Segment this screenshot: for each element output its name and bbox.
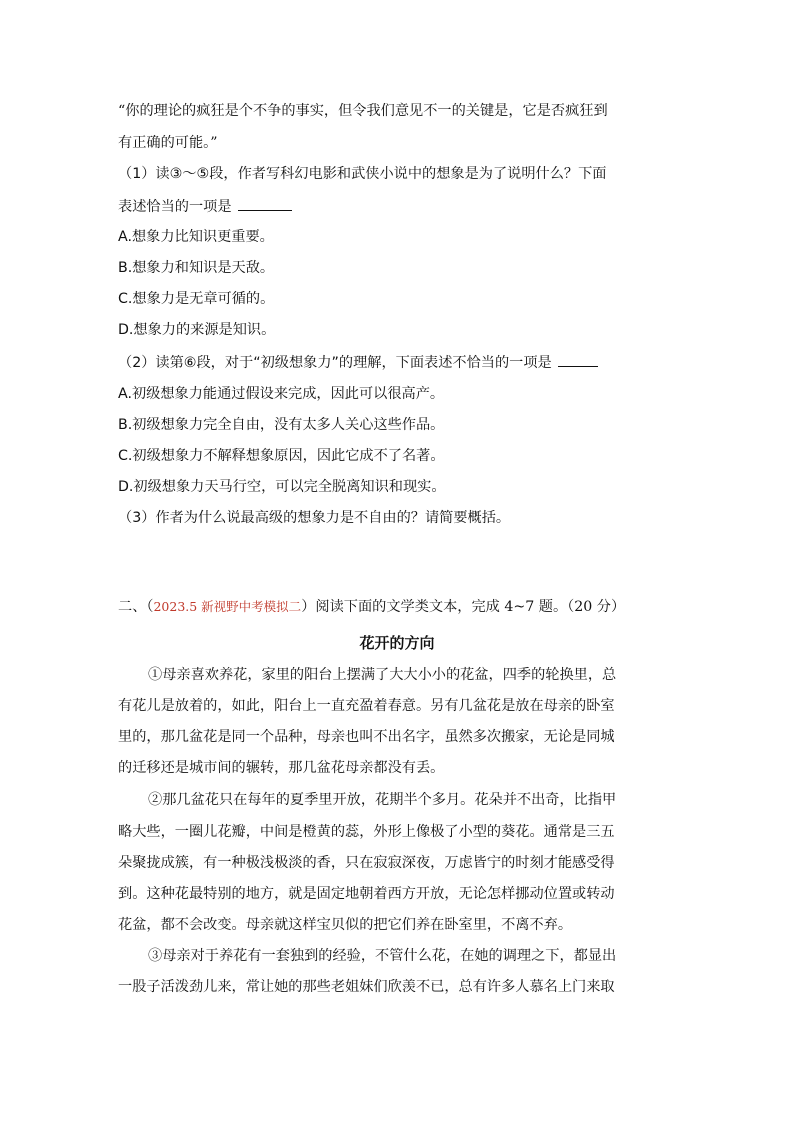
section-2-heading <box>118 597 678 617</box>
article-line: 有花儿是放着的，如此，阳台上一直充盈着春意。另有几盆花是放在母亲的卧室 <box>118 698 615 714</box>
q2-answer-blank[interactable] <box>558 352 598 367</box>
q2-stem-text: （2）读第⑥段，对于“初级想象力”的理解，下面表述不恰当的一项是 <box>118 355 552 371</box>
q1-option-b: B.想象力和知识是天敌。 <box>118 260 275 276</box>
article-line: 一股子活泼劲儿来，常让她的那些老姐妹们欣羡不已，总有许多人慕名上门来取 <box>118 979 615 995</box>
q1-option-c: C.想象力是无章可循的。 <box>118 291 275 307</box>
section-2-source: 2023.5 新视野中考模拟二 <box>153 599 302 614</box>
article-line: ②那几盆花只在每年的夏季里开放，花期半个多月。花朵并不出奇，比指甲 <box>148 792 617 808</box>
q3-stem: （3）作者为什么说最高级的想象力是不自由的？请简要概括。 <box>118 510 511 526</box>
article-line: 到。这种花最特别的地方，就是固定地朝着西方开放，无论怎样挪动位置或转动 <box>118 886 615 902</box>
q2-option-b: B.初级想象力完全自由，没有太多人关心这些作品。 <box>118 417 445 433</box>
q2-option-a: A.初级想象力能通过假设来完成，因此可以很高产。 <box>118 386 445 402</box>
article-line: 朵聚拢成簇，有一种极浅极淡的香，只在寂寂深夜，万虑皆宁的时刻才能感受得 <box>118 855 615 871</box>
article-title: 花开的方向 <box>359 634 435 652</box>
q1-stem-line-2 <box>118 196 678 217</box>
quote-line-1: “你的理论的疯狂是个不争的事实，但令我们意见不一的关键是，它是否疯狂到 <box>118 103 608 119</box>
q1-option-d: D.想象力的来源是知识。 <box>118 322 276 338</box>
section-2-suffix: ）阅读下面的文学类文本，完成 4~7 题。（20 分） <box>301 599 626 615</box>
article-line: 略大些，一圈儿花瓣，中间是橙黄的蕊，外形上像极了小型的葵花。通常是三五 <box>118 824 615 840</box>
q1-option-a: A.想象力比知识更重要。 <box>118 229 274 245</box>
q1-answer-blank[interactable] <box>238 196 292 211</box>
article-line: 的迁移还是城市间的辗转，那几盆花母亲都没有丢。 <box>118 760 445 776</box>
q2-stem-line <box>118 352 678 373</box>
article-line: ①母亲喜欢养花，家里的阳台上摆满了大大小小的花盆，四季的轮换里，总 <box>148 667 617 683</box>
article-line: ③母亲对于养花有一套独到的经验，不管什么花，在她的调理之下，都显出 <box>148 948 617 964</box>
q1-stem-line-1: （1）读③～⑤段，作者写科幻电影和武侠小说中的想象是为了说明什么？下面 <box>118 166 607 182</box>
q1-stem-text: 表述恰当的一项是 <box>118 199 232 215</box>
article-line: 花盆，都不会改变。母亲就这样宝贝似的把它们养在卧室里，不离不弃。 <box>118 917 573 933</box>
section-2-prefix: 二、（ <box>118 599 154 615</box>
article-line: 里的，那几盆花是同一个品种，母亲也叫不出名字，虽然多次搬家，无论是同城 <box>118 729 615 745</box>
quote-line-2: 有正确的可能。” <box>118 135 218 151</box>
q2-option-c: C.初级想象力不解释想象原因，因此它成不了名著。 <box>118 448 445 464</box>
q2-option-d: D.初级想象力天马行空，可以完全脱离知识和现实。 <box>118 479 446 495</box>
